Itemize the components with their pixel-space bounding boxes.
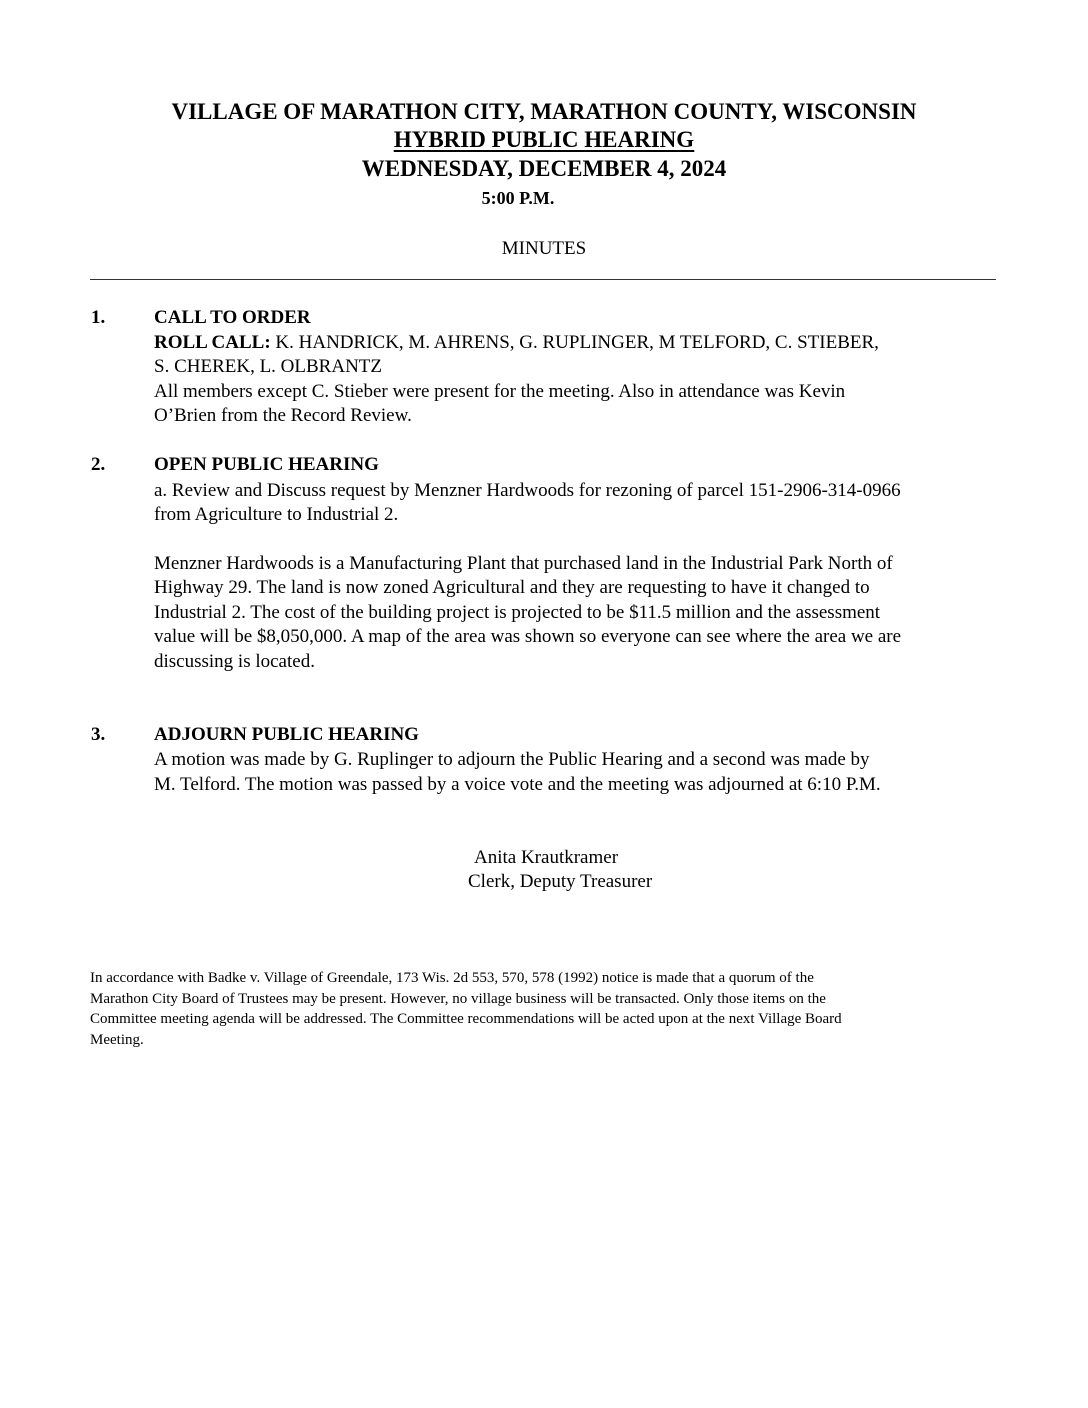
document-title: VILLAGE OF MARATHON CITY, MARATHON COUNTY, WISCONSIN [171,99,917,124]
discussion-line-5: discussing is located. [154,651,315,672]
legal-notice [90,968,1000,1050]
discussion-line-1: Menzner Hardwoods is a Manufacturing Plant that purchased land in the Industrial Park North of [154,553,893,574]
meeting-date: WEDNESDAY, DECEMBER 4, 2024 [361,156,727,181]
agenda-item-a-line-1: a. Review and Discuss request by Menzner Hardwoods for rezoning of parcel 151-2906-314-0966 [154,480,901,501]
roll-call-members-1: K. HANDRICK, M. AHRENS, G. RUPLINGER, M TELFORD, C. STIEBER, [270,332,879,353]
section-1-number: 1. [91,307,106,328]
meeting-type-text: HYBRID PUBLIC HEARING [393,127,695,152]
section-2-number: 2. [91,454,106,475]
section-1-heading: CALL TO ORDER [154,307,311,328]
roll-call [154,331,1004,356]
legal-notice-line-2: Marathon City Board of Trustees may be present. However, no village business will be transacted. Only those items on the [90,990,826,1007]
discussion-line-2: Highway 29. The land is now zoned Agricultural and they are requesting to have it changed to [154,577,870,598]
adjourn-line-1: A motion was made by G. Ruplinger to adjourn the Public Hearing and a second was made by [154,749,870,770]
header-divider [90,279,996,280]
legal-notice-line-1: In accordance with Badke v. Village of Greendale, 173 Wis. 2d 553, 570, 578 (1992) notice is made that a quorum of the [90,970,814,986]
meeting-time-text: 5:00 P.M. [481,188,555,208]
roll-call-members-2: S. CHEREK, L. OLBRANTZ [154,356,382,377]
minutes-label: MINUTES [501,238,587,259]
agenda-item-a-line-2: from Agriculture to Industrial 2. [154,504,399,525]
meeting-type [0,126,1088,154]
roll-call-label: ROLL CALL: [154,332,271,353]
discussion-line-3: Industrial 2. The cost of the building project is projected to be $11.5 million and the assessment [154,602,881,623]
meeting-time [0,184,1088,212]
section-3-number: 3. [91,724,106,745]
section-2-heading: OPEN PUBLIC HEARING [154,454,379,475]
section-3-heading: ADJOURN PUBLIC HEARING [154,724,419,745]
attendance-line-2: O’Brien from the Record Review. [154,405,412,426]
signature-title: Clerk, Deputy Treasurer [468,871,653,892]
attendance-line-1: All members except C. Stieber were present for the meeting. Also in attendance was Kevin [154,381,846,402]
legal-notice-line-3: Committee meeting agenda will be addressed. The Committee recommendations will be acted upon at the next Village Board [90,1011,842,1027]
discussion-line-4: value will be $8,050,000. A map of the area was shown so everyone can see where the area we are [154,626,902,647]
legal-notice-line-4: Meeting. [90,1031,144,1048]
adjourn-line-2: M. Telford. The motion was passed by a voice vote and the meeting was adjourned at 6:10 P.M. [154,774,881,795]
signature-name: Anita Krautkramer [474,847,619,868]
